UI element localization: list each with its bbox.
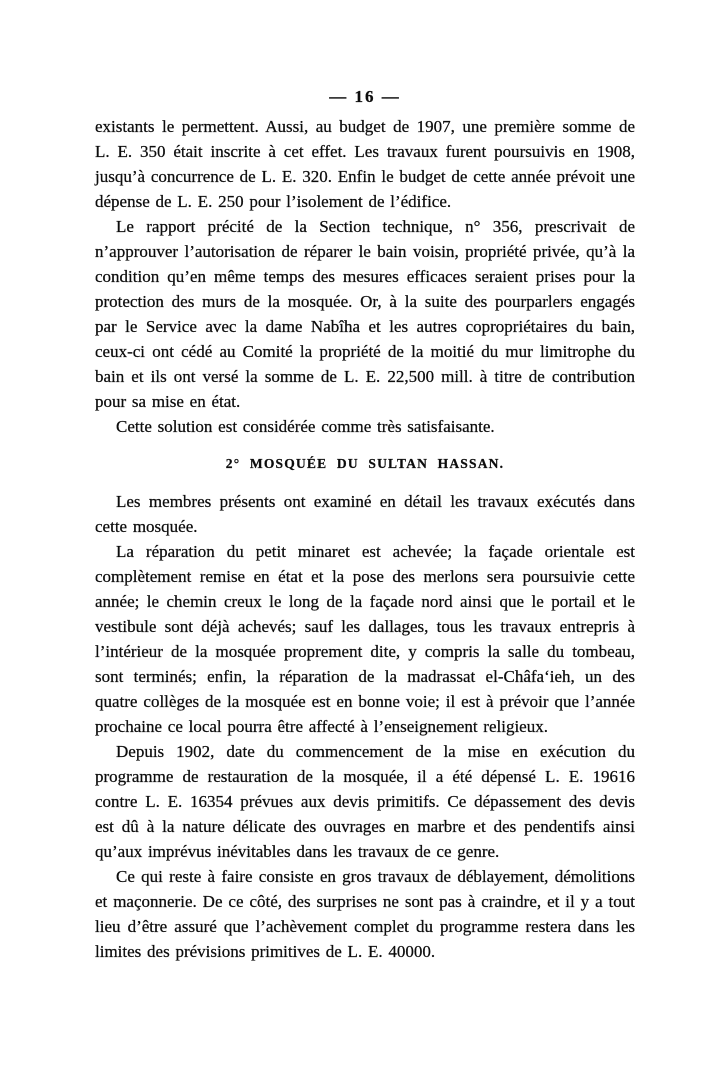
text-block <box>95 114 635 964</box>
section-heading: 2° MOSQUÉE DU SULTAN HASSAN. <box>225 456 505 471</box>
paragraph: Les membres présents ont examiné en détail les travaux exécutés dans cette mosquée. <box>95 492 635 536</box>
paragraph: Ce qui reste à faire consiste en gros travaux de déblayement, démolitions et maçonnerie. De ce côté, des surprises ne sont pas à craindre, et il y a tout lieu d’être assuré que l’achèvement complet du programme restera dans les limites des prévisions primitives de L. E. 40000. <box>95 867 635 961</box>
paragraph: Depuis 1902, date du commencement de la mise en exécution du programme de restauration de la mosquée, il a été dépensé L. E. 19616 contre L. E. 16354 prévues aux devis primitifs. Ce dépassement des devis est dû à la nature délicate des ouvrages en marbre et des pendentifs ainsi qu’aux imprévus inévitables dans les travaux de ce genre. <box>95 742 635 861</box>
paragraph: Cette solution est considérée comme très satisfaisante. <box>116 417 495 436</box>
page-number-header: — 16 — <box>329 87 401 106</box>
paragraph-continuation: existants le permettent. Aussi, au budget de 1907, une première somme de L. E. 350 était inscrite à cet effet. Les travaux furent poursuivis en 1908, jusqu’à concurrence de L. E. 320. Enfin le budget de cette année prévoit une dépense de L. E. 250 pour l’isolement de l’édifice. <box>95 117 635 211</box>
paragraph: Le rapport précité de la Section technique, n° 356, prescrivait de n’approuver l’autorisation de réparer le bain voisin, propriété privée, qu’à la condition qu’en même temps des mesures efficaces seraient prises pour la protection des murs de la mosquée. Or, à la suite des pourparlers engagés par le Service avec la dame Nabîha et les autres copropriétaires du bain, ceux-ci ont cédé au Comité la propriété de la moitié du mur limitrophe du bain et ils ont versé la somme de L. E. 22,500 mill. à titre de contribution pour sa mise en état. <box>95 217 635 411</box>
paragraph: La réparation du petit minaret est achevée; la façade orientale est complètement remise en état et la pose des merlons sera poursuivie cette année; le chemin creux le long de la façade nord ainsi que le portail et le vestibule sont déjà achevés; sauf les dallages, tous les travaux entrepris à l’intérieur de la mosquée proprement dite, y compris la salle du tombeau, sont terminés; enfin, la réparation de la madrassat el-Châfa‘ieh, un des quatre collèges de la mosquée est en bonne voie; il est à prévoir que l’année prochaine ce local pourra être affecté à l’enseignement religieux. <box>95 542 635 736</box>
